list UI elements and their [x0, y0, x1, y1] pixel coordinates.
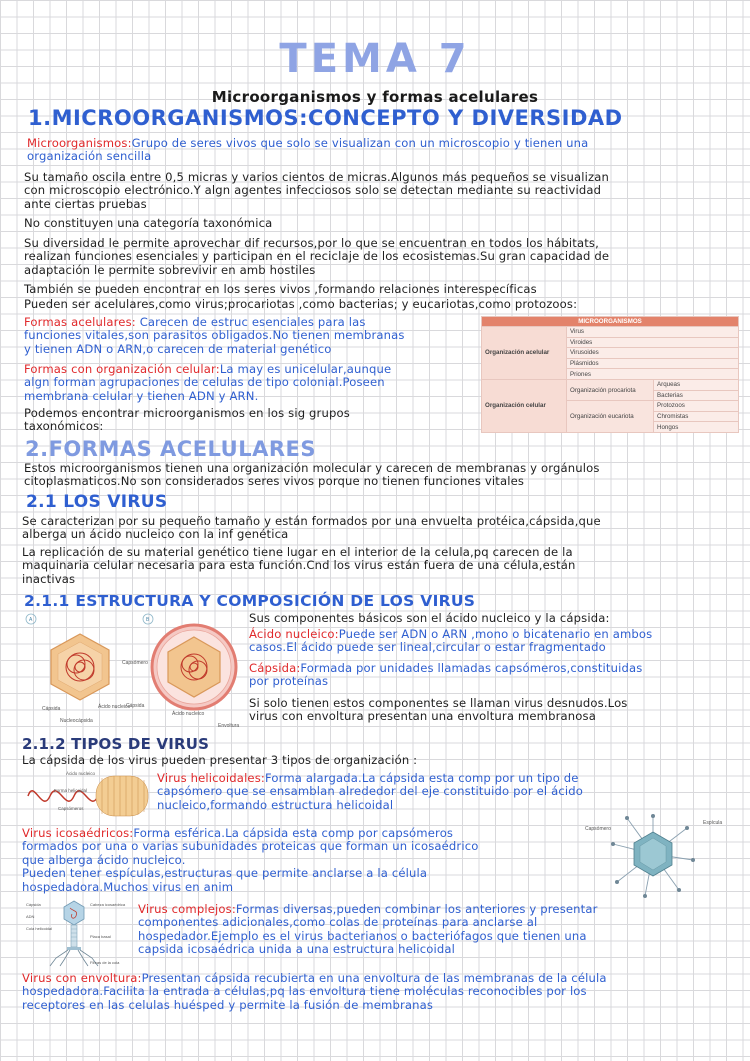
paragraph-types: Pueden ser acelulares,como virus;procariotas ,como bacterias; y eucariotas,como protozoos: — [24, 297, 578, 311]
term-label: Formas con organización celular: — [24, 362, 220, 376]
helical-virus-figure — [24, 768, 154, 824]
term-text: capsómero que se ensamblan alrededor del eje constituido por el ácido — [157, 784, 583, 799]
paragraph-groups — [24, 407, 350, 434]
figure-label-b: B — [146, 617, 150, 623]
paragraph-line: adaptación le permite sobrevivir en amb hostiles — [24, 262, 316, 277]
capsida — [249, 662, 642, 689]
formas-acelulares — [24, 316, 474, 356]
acido-nucleico — [249, 628, 652, 655]
naked-virus-icosahedron — [51, 634, 109, 700]
section-2-heading: 2.FORMAS ACELULARES — [25, 437, 317, 461]
helical-capsid — [96, 776, 148, 816]
table-group-acelular: Organización acelular — [482, 327, 567, 380]
def-microorganismos — [27, 137, 588, 164]
virus-icosaedricos — [22, 827, 479, 894]
complex-virus-figure — [24, 898, 136, 968]
term-text: algn forman agrupaciones de celulas de tipo colonial.Poseen — [24, 375, 385, 390]
paragraph-replicacion — [22, 546, 576, 586]
def-text-2: organización sencilla — [27, 149, 152, 164]
paragraph-types-intro: La cápsida de los virus pueden presentar 3 tipos de organización : — [22, 753, 418, 767]
figure-label: Cabeza icosaédrica — [90, 902, 126, 907]
def-text: Grupo de seres vivos que solo se visualizan con un microscopio y tienen una — [131, 136, 589, 150]
microorganisms-table — [481, 316, 739, 433]
figure-label: Capsómero — [122, 660, 148, 666]
figure-label: Capsómeros — [58, 806, 84, 811]
section-211-heading: 2.1.1 ESTRUCTURA Y COMPOSICIÓN DE LOS VIRUS — [24, 592, 476, 610]
figure-label: Forma helicoidal — [54, 788, 88, 793]
table-subgroup-eucariota: Organización eucariota — [567, 401, 654, 433]
term-text: que alberga ácido nucleico. — [22, 852, 186, 867]
term-text: La may es unicelular,aunque — [219, 362, 392, 376]
term-label: Virus complejos: — [138, 902, 236, 916]
figure-label: Capsómero — [585, 826, 611, 832]
table-cell: Arqueas — [654, 379, 739, 390]
figure-label: ADN — [26, 914, 35, 919]
term-text: hospedadora.Muchos virus en anim — [22, 879, 234, 894]
term-text: formados por una o varias subunidades proteicas que forman un icosaédrico — [22, 839, 479, 854]
figure-label: Fibras de la cola — [90, 960, 120, 965]
paragraph-line: Su tamaño oscila entre 0,5 micras y varios cientos de micras.Algunos más pequeños se visualizan — [24, 170, 610, 184]
figure-label: Espícula — [703, 820, 723, 826]
term-text: funciones vitales,son parasitos obligados.No tienen membranas — [24, 328, 405, 343]
table-cell: Priones — [567, 369, 739, 380]
virus-con-envoltura — [22, 972, 607, 1012]
figure-label: Cápsida — [42, 706, 61, 712]
paragraph-line: Estos microorganismos tienen una organización molecular y carecen de membranas y orgánulos — [24, 461, 600, 475]
table-cell: Bacterias — [654, 390, 739, 401]
table-cell: Hongos — [654, 422, 739, 433]
formas-celulares — [24, 363, 474, 403]
paragraph-virus — [22, 515, 601, 542]
virus-helicoidales — [157, 772, 583, 812]
paragraph-desnudos — [249, 697, 628, 724]
paragraph-line: Se caracterizan por su pequeño tamaño y están formados por una envuelta protéica,cápsida,que — [22, 514, 601, 528]
table-cell: Plásmidos — [567, 358, 739, 369]
paragraph-relations: También se pueden encontrar en los seres vivos ,formando relaciones interespecíficas — [24, 282, 537, 296]
term-text: Formada por unidades llamadas capsómeros,constituidas — [300, 661, 643, 675]
page-title: TEMA 7 — [279, 36, 471, 82]
phage-head — [64, 901, 84, 925]
figure-label: Envoltura — [218, 723, 240, 729]
paragraph-components: Sus componentes básicos son el ácido nucleico y la cápsida: — [249, 611, 610, 625]
term-label: Virus helicoidales: — [157, 771, 265, 785]
paragraph-line: Podemos encontrar microorganismos en los sig grupos — [24, 406, 350, 420]
figure-label: Cápsida — [26, 902, 41, 907]
term-text: y tienen ADN o ARN,o carecen de material genético — [24, 341, 332, 356]
paragraph-line: ante ciertas pruebas — [24, 196, 147, 211]
paragraph-line: La replicación de su material genético tiene lugar en el interior de la celula,pq carecen de la — [22, 545, 573, 559]
virus-structure-figure — [22, 612, 248, 730]
term-text: membrana celular y tienen ADN y ARN. — [24, 388, 259, 403]
term-label: Formas acelulares: — [24, 315, 136, 329]
table-cell: Virusoides — [567, 348, 739, 359]
figure-label: Ácido nucleico — [98, 704, 131, 710]
paragraph-line: inactivas — [22, 571, 76, 586]
page-subtitle: Microorganismos y formas acelulares — [211, 88, 539, 106]
term-text: Carecen de estruc esenciales para las — [139, 315, 366, 329]
paragraph-acelulares — [24, 462, 600, 489]
paragraph-line: con microscopio electrónico.Y algn agentes infecciosos solo se detectan mediante su reactividad — [24, 183, 602, 198]
term-text: nucleico,formando estructura helicoidal — [157, 797, 394, 812]
term-text: casos.El ácido puede ser lineal,circular o estar fragmentado — [249, 640, 606, 655]
figure-label-a: A — [29, 617, 33, 623]
paragraph-diversity — [24, 237, 609, 277]
section-1-heading: 1.MICROORGANISMOS:CONCEPTO Y DIVERSIDAD — [28, 106, 623, 130]
figure-label: Nucleocápsida — [60, 718, 93, 724]
table-cell: Chromistas — [654, 411, 739, 422]
term-label: Virus con envoltura: — [22, 971, 142, 985]
term-label: Virus icosaédricos: — [22, 826, 134, 840]
term-text: Forma esférica.La cápsida esta comp por capsómeros — [133, 826, 454, 840]
table-cell: Viroides — [567, 337, 739, 348]
section-212-heading: 2.1.2 TIPOS DE VIRUS — [22, 735, 210, 753]
term-label: Ácido nucleico: — [249, 627, 339, 641]
icosahedral-virus-figure — [583, 808, 733, 900]
paragraph-line: Si solo tienen estos componentes se llaman virus desnudos.Los — [249, 696, 628, 710]
table-group-celular: Organización celular — [482, 379, 567, 432]
term-text: Formas diversas,pueden combinar los anteriores y presentar — [235, 902, 598, 916]
figure-label: Cápsida — [126, 703, 145, 709]
enveloped-virus — [152, 625, 236, 709]
term-text: hospedadora.Facilita la entrada a células,pq las envoltura tiene moléculas reconocibles por los — [22, 984, 587, 999]
paragraph-line: maquinaria celular necesaria para esta función.Cnd los virus están fuera de una célula,están — [22, 558, 576, 573]
paragraph-line: realizan funciones esenciales y participan en el reciclaje de los ecosistemas.Su gran capacidad de — [24, 249, 610, 264]
figure-label: Ácido nucleico — [66, 771, 96, 776]
paragraph-line: alberga un ácido nucleico con la inf genética — [22, 527, 289, 542]
term-text: componentes adicionales,como colas de proteínas para anclarse al — [138, 915, 538, 930]
virus-complejos — [138, 903, 598, 957]
table-cell: Virus — [567, 327, 739, 338]
term-text: por proteínas — [249, 674, 329, 689]
section-21-heading: 2.1 LOS VIRUS — [26, 492, 168, 512]
table-cell: Protozoos — [654, 401, 739, 412]
table-header: MICROORGANISMOS — [482, 317, 739, 327]
paragraph-size — [24, 171, 609, 211]
paragraph-line: citoplasmaticos.No son considerados seres vivos porque no tienen funciones vitales — [24, 474, 525, 489]
figure-label: Placa basal — [90, 934, 111, 939]
term-text: capsida icosaédrica unida a una estructura helicoidal — [138, 942, 455, 957]
table-subgroup-procariota: Organización procariota — [567, 379, 654, 400]
term-text: receptores en las celulas huésped y permite la fusión de membranas — [22, 997, 434, 1012]
paragraph-line: Su diversidad le permite aprovechar dif recursos,por lo que se encuentran en todos los hábitats, — [24, 236, 599, 250]
paragraph-line: taxonómicos: — [24, 419, 104, 434]
term-text: Forma alargada.La cápsida esta comp por un tipo de — [264, 771, 579, 785]
figure-label: Ácido nucleico — [172, 711, 205, 717]
figure-label: Cola helicoidal — [26, 926, 53, 931]
paragraph-taxonomy: No constituyen una categoría taxonómica — [24, 216, 273, 230]
term-text: Pueden tener espículas,estructuras que permite anclarse a la célula — [22, 866, 428, 881]
paragraph-line: virus con envoltura presentan una envoltura membranosa — [249, 709, 596, 724]
term-text: Presentan cápsida recubierta en una envoltura de las membranas de la célula — [141, 971, 607, 985]
term-label: Cápsida: — [249, 661, 301, 675]
term-text: hospedador.Ejemplo es el virus bacterianos o bacteriófagos que tienen una — [138, 928, 587, 943]
term-text: Puede ser ADN o ARN ,mono o bicatenario en ambos — [338, 627, 653, 641]
def-term: Microorganismos: — [27, 136, 132, 150]
